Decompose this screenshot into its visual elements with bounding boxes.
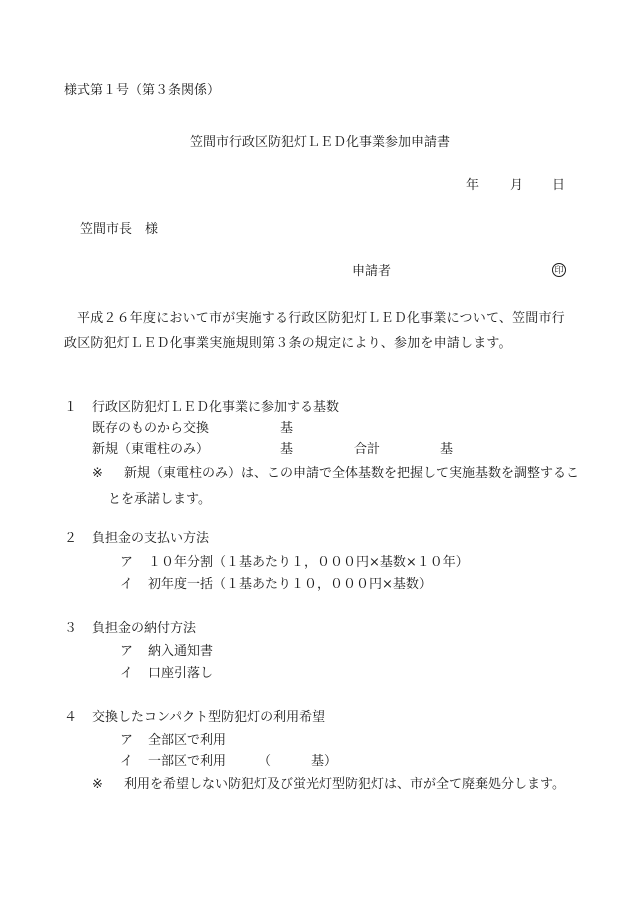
seal-mark-label: 印: [552, 263, 566, 277]
section3-option-a: [120, 645, 213, 658]
section4-number: ４: [64, 710, 78, 725]
section1-existing-label: 既存のものから交換: [92, 421, 210, 436]
section1-total-label: 合計: [354, 442, 381, 457]
section1-note-mark: ※: [92, 466, 103, 481]
section1-new-unit: 基: [280, 442, 294, 457]
section3-option-b-text: 口座引落し: [148, 666, 214, 681]
section3-option-a-text: 納入通知書: [148, 644, 214, 659]
section3-option-b: [120, 667, 213, 680]
section3-heading-row: [64, 622, 196, 635]
section4-option-b-text: 一部区で利用: [148, 754, 227, 769]
section2-number: ２: [64, 531, 78, 546]
section4-option-b-open-paren: （: [258, 754, 272, 769]
section4-option-b-unit: 基）: [311, 754, 338, 769]
section1-new-label: 新規（東電柱のみ）: [92, 442, 210, 457]
date-month-label: 月: [510, 178, 524, 193]
section2-option-a: [120, 556, 469, 569]
document-title: 笠間市行政区防犯灯ＬＥＤ化事業参加申請書: [189, 135, 450, 150]
section4-note: [92, 772, 588, 798]
section4-note-text: 利用を希望しない防犯灯及び蛍光灯型防犯灯は、市が全て廃棄処分します。: [124, 777, 565, 792]
section3-number: ３: [64, 621, 78, 636]
section4-heading-row: [64, 711, 325, 724]
applicant-label: 申請者: [352, 264, 392, 279]
section2-option-a-text: １０年分割（１基あたり１，０００円×基数×１０年）: [148, 555, 469, 570]
section2-option-a-kana: ア: [120, 555, 134, 570]
section1-total-unit: 基: [440, 442, 454, 457]
section2-heading-row: [64, 532, 209, 545]
intro-paragraph: 平成２６年度において市が実施する行政区防犯灯ＬＥＤ化事業について、笠間市行政区防犯灯ＬＥＤ化事業実施規則第３条の規定により、参加を申請します。: [64, 311, 565, 351]
section4-option-a-kana: ア: [120, 733, 134, 748]
seal-icon: [552, 263, 566, 277]
section2-option-b: [120, 578, 432, 591]
section1-existing-unit: 基: [280, 421, 294, 436]
date-year-label: 年: [466, 178, 480, 193]
addressee: 笠間市長 様: [80, 222, 159, 237]
form-number: 様式第１号（第３条関係）: [64, 83, 221, 98]
section1-note: [92, 461, 588, 513]
section4-note-mark: ※: [92, 777, 103, 792]
section3-option-b-kana: イ: [120, 666, 134, 681]
section2-option-b-kana: イ: [120, 577, 134, 592]
section3-option-a-kana: ア: [120, 644, 134, 659]
date-day-label: 日: [552, 178, 566, 193]
section1-heading-row: [64, 401, 339, 414]
section4-option-b: [120, 755, 226, 768]
section1-number: １: [64, 400, 78, 415]
section3-heading: 負担金の納付方法: [92, 621, 197, 636]
section4-option-a: [120, 734, 226, 747]
section1-note-text: 新規（東電柱のみ）は、この申請で全体基数を把握して実施基数を調整することを承諾します。: [108, 466, 580, 507]
section4-heading: 交換したコンパクト型防犯灯の利用希望: [92, 710, 326, 725]
section1-heading: 行政区防犯灯ＬＥＤ化事業に参加する基数: [92, 400, 340, 415]
section4-option-b-kana: イ: [120, 754, 134, 769]
section4-option-a-text: 全部区で利用: [148, 733, 227, 748]
section2-option-b-text: 初年度一括（１基あたり１０，０００円×基数）: [148, 577, 432, 592]
section2-heading: 負担金の支払い方法: [92, 531, 210, 546]
